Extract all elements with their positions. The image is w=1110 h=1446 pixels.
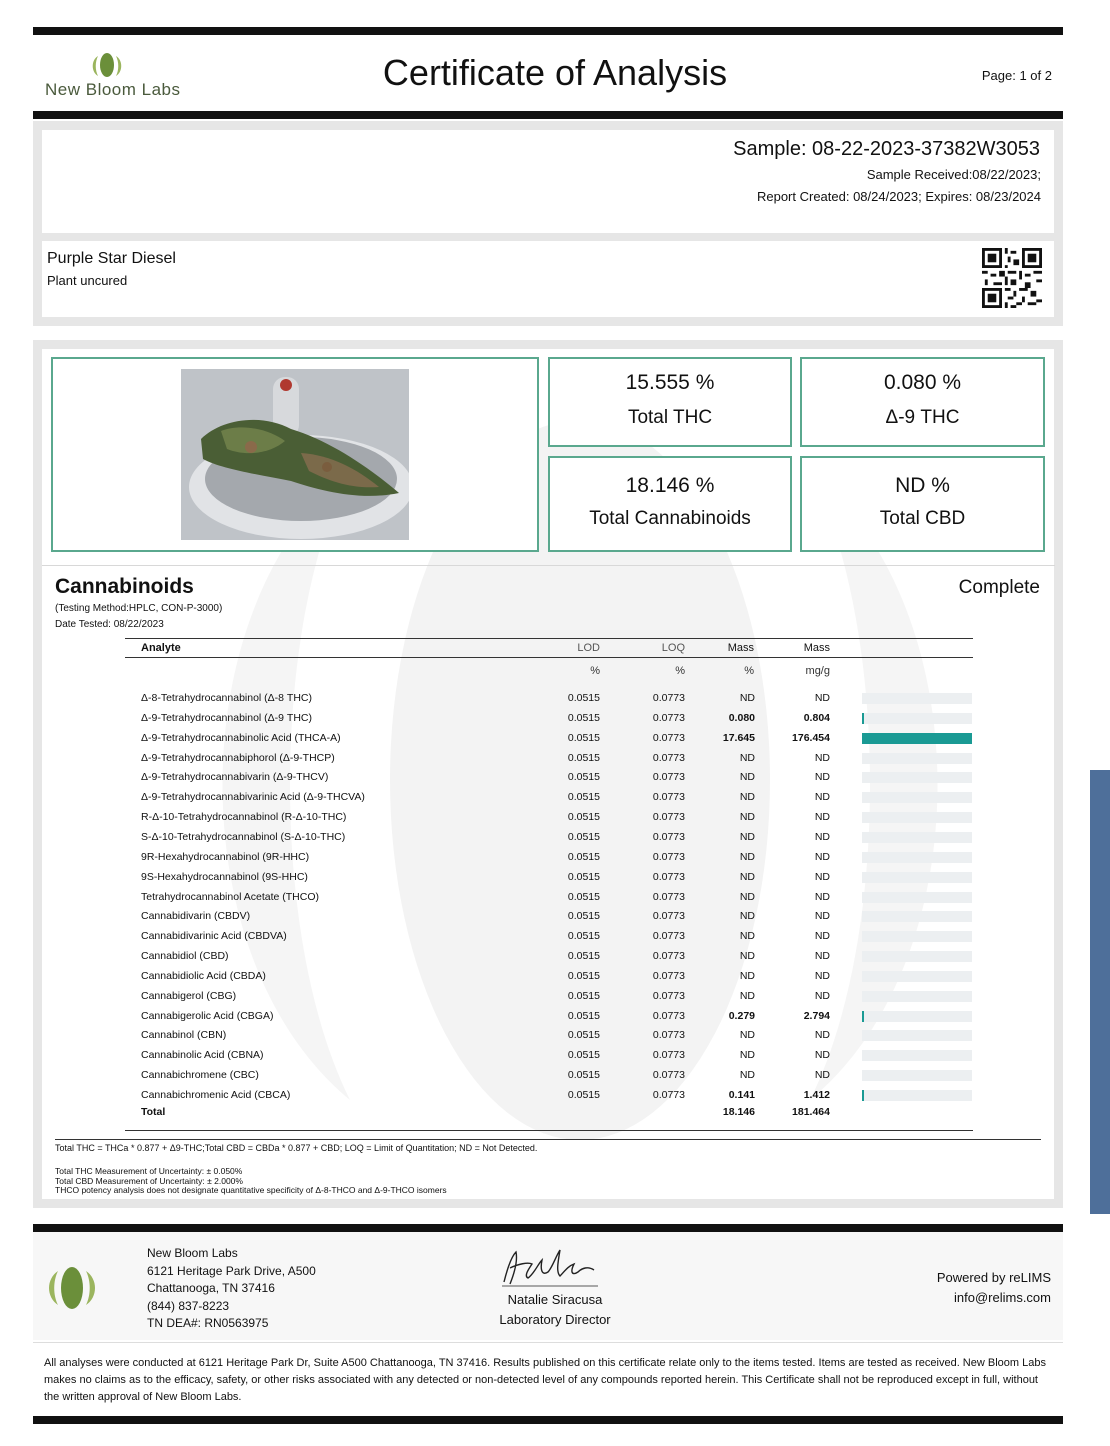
concentration-bar	[862, 713, 972, 724]
mass-pct-value: 17.645	[722, 732, 755, 744]
loq-value: 0.0773	[652, 990, 685, 1002]
powered-by: Powered by reLIMS	[936, 1270, 1051, 1285]
concentration-bar-fill	[862, 1090, 864, 1101]
loq-value: 0.0773	[652, 752, 685, 764]
product-name: Purple Star Diesel	[47, 250, 176, 267]
mass-mg-value: ND	[814, 692, 830, 704]
total-cbd-label: Total CBD	[879, 508, 966, 529]
mass-mg-value: 2.794	[803, 1010, 830, 1022]
product-type: Plant uncured	[47, 273, 128, 288]
analyte-name: Δ-8-Tetrahydrocannabinol (Δ-8 THC)	[141, 692, 313, 704]
document-title: Certificate of Analysis	[382, 52, 728, 93]
table-header-rule	[125, 657, 973, 658]
lod-value: 0.0515	[567, 712, 600, 724]
mass-pct-value: ND	[739, 871, 755, 883]
mass-mg-value: ND	[814, 910, 830, 922]
disclaimer-rule	[33, 1342, 1063, 1343]
concentration-bar	[862, 931, 972, 942]
mass-mg-value: ND	[814, 930, 830, 942]
concentration-bar-fill	[862, 733, 972, 744]
mass-pct-value: 0.279	[728, 1010, 755, 1022]
bottom-rule	[33, 1416, 1063, 1424]
analyte-name: Cannabidiolic Acid (CBDA)	[141, 970, 266, 982]
lod-value: 0.0515	[567, 1029, 600, 1041]
analyte-name: S-Δ-10-Tetrahydrocannabinol (S-Δ-10-THC)	[141, 831, 346, 843]
concentration-bar	[862, 1070, 972, 1081]
mass-mg-value: ND	[814, 1029, 830, 1041]
lod-value: 0.0515	[567, 1049, 600, 1061]
logo-text: New Bloom Labs	[45, 80, 181, 99]
side-tab[interactable]	[1090, 770, 1110, 1214]
mass-mg-value: ND	[814, 791, 830, 803]
mass-pct-value: ND	[739, 831, 755, 843]
table-bottom-rule	[125, 1130, 973, 1131]
analyte-name: Δ-9-Tetrahydrocannabiphorol (Δ-9-THCP)	[141, 752, 335, 764]
lod-value: 0.0515	[567, 831, 600, 843]
lod-value: 0.0515	[567, 990, 600, 1002]
loq-value: 0.0773	[652, 851, 685, 863]
lod-value: 0.0515	[567, 791, 600, 803]
concentration-bar	[862, 753, 972, 764]
section-divider	[42, 565, 1055, 566]
footnote-thco: THCO potency analysis does not designate quantitative specificity of Δ-8-THCO and Δ-9-THCO isomers	[55, 1185, 447, 1195]
mass-pct-value: 0.141	[728, 1089, 755, 1101]
mass-pct-value: ND	[739, 811, 755, 823]
header-mass-mg: Mass	[803, 642, 830, 654]
mass-pct-value: 0.080	[728, 712, 755, 724]
lod-value: 0.0515	[567, 752, 600, 764]
loq-value: 0.0773	[652, 1089, 685, 1101]
loq-value: 0.0773	[652, 771, 685, 783]
lab-phone: (844) 837-8223	[147, 1298, 230, 1313]
total-cannabinoids-label: Total Cannabinoids	[589, 508, 751, 529]
lod-value: 0.0515	[567, 692, 600, 704]
total-pct: 18.146	[722, 1106, 755, 1118]
delta9-thc-label: Δ-9 THC	[885, 407, 960, 428]
mass-mg-value: ND	[814, 811, 830, 823]
lod-value: 0.0515	[567, 771, 600, 783]
lab-dea: TN DEA#: RN0563975	[147, 1316, 269, 1330]
mass-mg-value: 0.804	[803, 712, 830, 724]
mass-pct-value: ND	[739, 1069, 755, 1081]
concentration-bar	[862, 852, 972, 863]
loq-value: 0.0773	[652, 1029, 685, 1041]
total-label: Total	[141, 1106, 166, 1118]
analyte-name: Cannabidivarin (CBDV)	[141, 910, 251, 922]
lab-city: Chattanooga, TN 37416	[147, 1281, 275, 1295]
total-thc-value: 15.555 %	[625, 371, 715, 394]
mass-pct-value: ND	[739, 990, 755, 1002]
loq-value: 0.0773	[652, 791, 685, 803]
concentration-bar-fill	[862, 713, 864, 724]
concentration-bar	[862, 1050, 972, 1061]
lod-value: 0.0515	[567, 1089, 600, 1101]
loq-value: 0.0773	[652, 950, 685, 962]
concentration-bar	[862, 1090, 972, 1101]
analyte-name: Δ-9-Tetrahydrocannabivarinic Acid (Δ-9-THCVA)	[141, 791, 365, 803]
concentration-bar	[862, 693, 972, 704]
footnote-definitions: Total THC = THCa * 0.877 + Δ9-THC;Total CBD = CBDa * 0.877 + CBD; LOQ = Limit of Quantitation; ND = Not Detected.	[55, 1143, 538, 1153]
header-analyte: Analyte	[141, 642, 181, 654]
mass-pct-value: ND	[739, 791, 755, 803]
mass-pct-value: ND	[739, 1029, 755, 1041]
analyte-name: Cannabinol (CBN)	[141, 1029, 227, 1041]
concentration-bar	[862, 1011, 972, 1022]
total-cbd-card	[800, 456, 1045, 552]
concentration-bar	[862, 792, 972, 803]
header-loq: LOQ	[661, 642, 685, 654]
lod-value: 0.0515	[567, 1069, 600, 1081]
loq-value: 0.0773	[652, 712, 685, 724]
lab-street: 6121 Heritage Park Drive, A500	[147, 1263, 316, 1278]
mass-mg-value: 1.412	[803, 1089, 830, 1101]
top-rule	[33, 27, 1063, 35]
analyte-name: Cannabichromene (CBC)	[141, 1069, 259, 1081]
analyte-name: Cannabinolic Acid (CBNA)	[141, 1049, 264, 1061]
table-top-rule	[125, 638, 973, 639]
header-mass-pct: Mass	[727, 642, 754, 654]
unit-lod: %	[590, 665, 600, 677]
analyte-name: Cannabichromenic Acid (CBCA)	[141, 1089, 291, 1101]
delta9-thc-card	[800, 357, 1045, 447]
header-lod: LOD	[577, 642, 600, 654]
concentration-bar	[862, 772, 972, 783]
status-label: Complete	[958, 577, 1040, 598]
mass-mg-value: ND	[814, 990, 830, 1002]
analyte-name: R-Δ-10-Tetrahydrocannabinol (R-Δ-10-THC)	[141, 811, 347, 823]
footnote-cbd-uncertainty: Total CBD Measurement of Uncertainty: ± 2.000%	[55, 1176, 243, 1186]
testing-method: (Testing Method:HPLC, CON-P-3000)	[55, 603, 223, 614]
loq-value: 0.0773	[652, 1069, 685, 1081]
loq-value: 0.0773	[652, 1010, 685, 1022]
signer-name: Natalie Siracusa	[507, 1292, 603, 1307]
mass-pct-value: ND	[739, 752, 755, 764]
mass-pct-value: ND	[739, 851, 755, 863]
footer-rule	[33, 1224, 1063, 1232]
analyte-name: 9S-Hexahydrocannabinol (9S-HHC)	[141, 871, 308, 883]
concentration-bar	[862, 892, 972, 903]
lod-value: 0.0515	[567, 930, 600, 942]
analyte-name: Cannabigerolic Acid (CBGA)	[141, 1010, 274, 1022]
mass-mg-value: ND	[814, 771, 830, 783]
analyte-name: Δ-9-Tetrahydrocannabivarin (Δ-9-THCV)	[141, 771, 329, 783]
total-thc-label: Total THC	[627, 407, 713, 428]
mass-mg-value: ND	[814, 752, 830, 764]
mass-pct-value: ND	[739, 891, 755, 903]
header-rule	[33, 111, 1063, 119]
lod-value: 0.0515	[567, 871, 600, 883]
sample-id: Sample: 08-22-2023-37382W3053	[733, 138, 1040, 160]
lod-value: 0.0515	[567, 811, 600, 823]
lod-value: 0.0515	[567, 851, 600, 863]
mass-pct-value: ND	[739, 771, 755, 783]
unit-mass-mg: mg/g	[805, 665, 830, 677]
qr-code-icon	[982, 248, 1042, 308]
section-title: Cannabinoids	[55, 575, 194, 598]
concentration-bar	[862, 1030, 972, 1041]
report-dates: Report Created: 08/24/2023; Expires: 08/23/2024	[756, 189, 1041, 204]
footnote-thc-uncertainty: Total THC Measurement of Uncertainty: ± 0.050%	[55, 1166, 243, 1176]
mass-mg-value: ND	[814, 871, 830, 883]
sample-received: Sample Received:08/22/2023;	[866, 167, 1041, 182]
unit-loq: %	[675, 665, 685, 677]
concentration-bar	[862, 991, 972, 1002]
mass-pct-value: ND	[739, 1049, 755, 1061]
loq-value: 0.0773	[652, 930, 685, 942]
loq-value: 0.0773	[652, 831, 685, 843]
footnote-rule	[55, 1139, 1041, 1140]
loq-value: 0.0773	[652, 871, 685, 883]
analyte-name: Δ-9-Tetrahydrocannabinol (Δ-9 THC)	[141, 712, 313, 724]
unit-mass-pct: %	[744, 665, 754, 677]
mass-mg-value: 176.454	[792, 732, 830, 744]
lab-name: New Bloom Labs	[147, 1246, 238, 1260]
contact-email[interactable]: info@relims.com	[954, 1290, 1051, 1305]
mass-pct-value: ND	[739, 930, 755, 942]
concentration-bar	[862, 832, 972, 843]
mass-mg-value: ND	[814, 891, 830, 903]
total-cannabinoids-card	[548, 456, 792, 552]
concentration-bar	[862, 733, 972, 744]
mass-pct-value: ND	[739, 910, 755, 922]
delta9-thc-value: 0.080 %	[883, 371, 962, 394]
concentration-bar	[862, 951, 972, 962]
total-thc-card	[548, 357, 792, 447]
lod-value: 0.0515	[567, 1010, 600, 1022]
mass-pct-value: ND	[739, 950, 755, 962]
concentration-bar	[862, 872, 972, 883]
analyte-name: Δ-9-Tetrahydrocannabinolic Acid (THCA-A)	[141, 732, 341, 744]
concentration-bar-fill	[862, 1011, 864, 1022]
analyte-name: Cannabidiol (CBD)	[141, 950, 229, 962]
loq-value: 0.0773	[652, 692, 685, 704]
concentration-bar	[862, 971, 972, 982]
signer-title: Laboratory Director	[499, 1312, 611, 1327]
lod-value: 0.0515	[567, 950, 600, 962]
mass-mg-value: ND	[814, 950, 830, 962]
product-photo	[181, 369, 409, 540]
mass-pct-value: ND	[739, 970, 755, 982]
mass-mg-value: ND	[814, 970, 830, 982]
total-cannabinoids-value: 18.146 %	[625, 474, 715, 497]
mass-mg-value: ND	[814, 851, 830, 863]
mass-mg-value: ND	[814, 1049, 830, 1061]
loq-value: 0.0773	[652, 891, 685, 903]
concentration-bar	[862, 812, 972, 823]
mass-mg-value: ND	[814, 1069, 830, 1081]
concentration-bar	[862, 911, 972, 922]
signature-icon	[498, 1246, 602, 1290]
analyte-name: 9R-Hexahydrocannabinol (9R-HHC)	[141, 851, 310, 863]
loq-value: 0.0773	[652, 910, 685, 922]
lod-value: 0.0515	[567, 970, 600, 982]
lod-value: 0.0515	[567, 891, 600, 903]
date-tested: Date Tested: 08/22/2023	[55, 619, 164, 630]
loq-value: 0.0773	[652, 732, 685, 744]
mass-mg-value: ND	[814, 831, 830, 843]
loq-value: 0.0773	[652, 811, 685, 823]
lod-value: 0.0515	[567, 732, 600, 744]
lod-value: 0.0515	[567, 910, 600, 922]
total-mg: 181.464	[792, 1106, 830, 1118]
mass-pct-value: ND	[739, 692, 755, 704]
loq-value: 0.0773	[652, 970, 685, 982]
page-number: Page: 1 of 2	[981, 68, 1052, 83]
loq-value: 0.0773	[652, 1049, 685, 1061]
disclaimer: All analyses were conducted at 6121 Heritage Park Dr, Suite A500 Chattanooga, TN 37416. Results published on this certificate relate only to the items tested. Items are tested as received. New Bloom Labs makes no claims as to the efficacy, safety, or other risks associated with any detected or non-detected level of any compounds reported herein. This Certificate shall not be reproduced except in full, without the written approval of New Bloom Labs.	[44, 1357, 1046, 1403]
analyte-name: Cannabigerol (CBG)	[141, 990, 237, 1002]
analyte-name: Tetrahydrocannabinol Acetate (THCO)	[141, 891, 320, 903]
total-cbd-value: ND %	[895, 474, 950, 497]
analyte-name: Cannabidivarinic Acid (CBDVA)	[141, 930, 287, 942]
